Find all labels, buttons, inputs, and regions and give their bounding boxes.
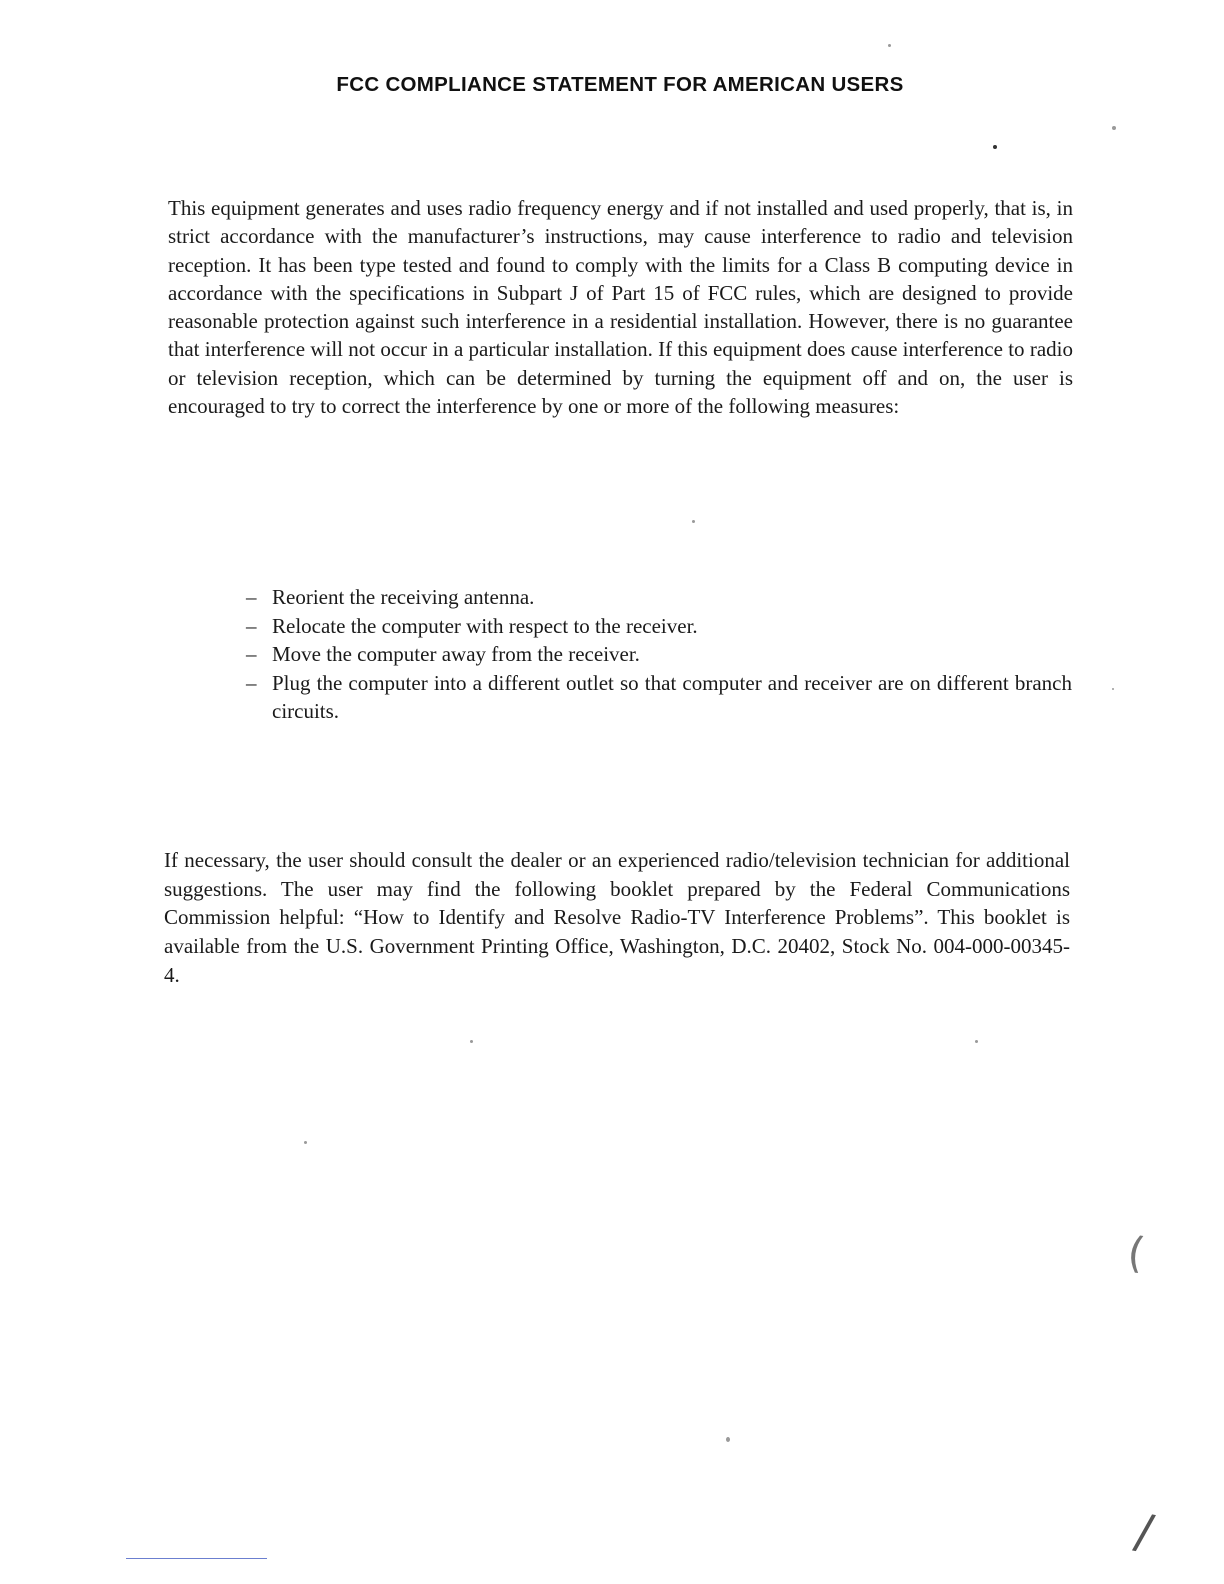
scan-speck (1112, 126, 1116, 130)
closing-paragraph: If necessary, the user should consult the dealer or an experienced radio/television technician for additional suggestions. The user may find the following booklet prepared by the Federal Communications Commission helpful: “How to Identify and Resolve Radio-TV Interference Problems”. This booklet is available from the U.S. Government Printing Office, Washington, D.C. 20402, Stock No. 004-000-00345-4. (164, 848, 1070, 987)
scan-speck (975, 1040, 978, 1043)
intro-paragraph: This equipment generates and uses radio frequency energy and if not installed and used properly, that is, in strict accordance with the manufacturer’s instructions, may cause interference to radio and television reception. It has been type tested and found to comply with the limits for a Class B computing device in accordance with the specifications in Subpart J of Part 15 of FCC rules, which are designed to provide reasonable protection against such interference in a residential installation. However, there is no guarantee that interference will not occur in a particular installation. If this equipment does cause interference to radio or television reception, which can be determined by turning the equipment off and on, the user is encouraged to try to correct the interference by one or more of the following measures: (168, 196, 1073, 419)
list-dash: – (246, 642, 257, 667)
measure-text: Relocate the computer with respect to the receiver. (272, 613, 698, 638)
document-title: FCC COMPLIANCE STATEMENT FOR AMERICAN USERS (336, 73, 904, 96)
list-dash: – (246, 613, 257, 638)
scan-speck (304, 1141, 307, 1144)
list-dash: – (246, 670, 257, 695)
list-item (246, 612, 1072, 641)
measure-text: Reorient the receiving antenna. (272, 585, 535, 609)
measure-text: Move the computer away from the receiver. (272, 642, 640, 667)
scan-speck (692, 520, 695, 523)
scan-speck (993, 145, 997, 149)
scan-speck (470, 1040, 473, 1043)
measures-list (246, 583, 1072, 726)
margin-mark: ( (1124, 1227, 1148, 1278)
list-item (246, 669, 1072, 726)
list-item (246, 640, 1072, 669)
measure-text: Plug the computer into a different outlet so that computer and receiver are on different branch circuits. (272, 670, 1072, 724)
footer-rule (126, 1558, 267, 1559)
list-dash: – (246, 585, 257, 609)
scan-speck (726, 1437, 730, 1442)
margin-mark: / (1130, 1502, 1158, 1562)
scan-speck (1112, 688, 1114, 690)
scan-speck (888, 44, 891, 47)
list-item (246, 583, 1072, 612)
